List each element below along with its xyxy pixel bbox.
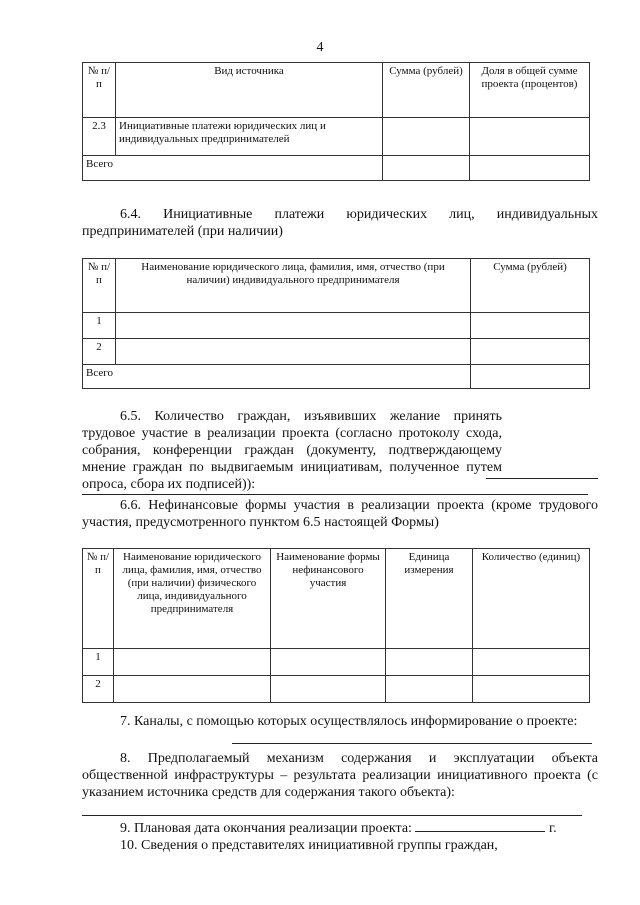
section-10: 10. Сведения о представителях инициативной группы граждан, — [120, 838, 498, 853]
total-label: Всего — [83, 156, 383, 181]
row-number: 1 — [83, 313, 116, 339]
col-header-payer-name: Наименование юридического лица, фамилия, имя, отчество (при наличии) индивидуального предпринимателя — [116, 259, 471, 313]
row-number: 2 — [83, 676, 114, 703]
col-header-number: № п/п — [83, 549, 114, 649]
total-share-cell[interactable] — [470, 156, 590, 181]
col-header-source-type: Вид источника — [116, 63, 383, 118]
section-6-5-fill-line[interactable] — [486, 478, 598, 479]
sources-table — [82, 62, 590, 181]
col-header-sum: Сумма (рублей) — [471, 259, 590, 313]
quantity-cell[interactable] — [473, 649, 590, 676]
col-header-number: № п/п — [83, 259, 116, 313]
payer-sum-cell[interactable] — [471, 339, 590, 365]
section-6-6: 6.6. Нефинансовые формы участия в реализации проекта (кроме трудового участия, предусмотренного пунктом 6.5 настоящей Формы) — [82, 498, 598, 530]
participant-cell[interactable] — [114, 676, 271, 703]
end-date-field[interactable] — [415, 819, 545, 832]
section-6-5-fill-line-2[interactable] — [82, 494, 588, 495]
col-header-participation-form: Наименование формы нефинансового участия — [271, 549, 386, 649]
payer-sum-cell[interactable] — [471, 313, 590, 339]
col-header-participant-name: Наименование юридического лица, фамилия, имя, отчество (при наличии) физического лица, индивидуального предпринимателя — [114, 549, 271, 649]
payers-table — [82, 258, 590, 389]
section-6-4: 6.4. Инициативные платежи юридических лиц, индивидуальных предпринимателей (при наличии) — [82, 207, 598, 239]
unit-cell[interactable] — [386, 649, 473, 676]
section-7: 7. Каналы, с помощью которых осуществлялось информирование о проекте: — [120, 714, 578, 729]
total-sum-cell[interactable] — [383, 156, 470, 181]
total-sum-cell[interactable] — [471, 365, 590, 389]
section-7-fill-line[interactable] — [232, 743, 592, 744]
section-9-year-suffix: г. — [548, 821, 557, 836]
section-8: 8. Предполагаемый механизм содержания и эксплуатации объекта общественной инфраструктуры – результата реализации инициативного проекта (с указанием источника средств для содержания такого объекта): — [82, 751, 598, 800]
col-header-unit: Единица измерения — [386, 549, 473, 649]
row-sum-cell[interactable] — [383, 118, 470, 156]
participant-cell[interactable] — [114, 649, 271, 676]
col-header-number: № п/п — [83, 63, 116, 118]
payer-name-cell[interactable] — [116, 339, 471, 365]
row-number: 2.3 — [83, 118, 116, 156]
unit-cell[interactable] — [386, 676, 473, 703]
col-header-share: Доля в общей сумме проекта (процентов) — [470, 63, 590, 118]
form-cell[interactable] — [271, 649, 386, 676]
section-9-label: 9. Плановая дата окончания реализации проекта: — [120, 821, 412, 836]
row-share-cell[interactable] — [470, 118, 590, 156]
section-8-fill-line[interactable] — [82, 815, 582, 816]
row-source-type: Инициативные платежи юридических лиц и индивидуальных предпринимателей — [116, 118, 383, 156]
row-number: 1 — [83, 649, 114, 676]
nonfinancial-table — [82, 548, 590, 703]
section-6-5: 6.5. Количество граждан, изъявивших желание принять трудовое участие в реализации проекта (согласно протоколу схода, собрания, конференции граждан (документу, подтверждающему мнение граждан по выдвигаемым инициативам, полученное путем опроса, сбора их подписей)): — [82, 409, 502, 492]
total-label: Всего — [83, 365, 471, 389]
quantity-cell[interactable] — [473, 676, 590, 703]
section-9 — [82, 819, 598, 837]
col-header-quantity: Количество (единиц) — [473, 549, 590, 649]
col-header-sum: Сумма (рублей) — [383, 63, 470, 118]
payer-name-cell[interactable] — [116, 313, 471, 339]
page-number: 4 — [316, 40, 324, 55]
row-number: 2 — [83, 339, 116, 365]
form-cell[interactable] — [271, 676, 386, 703]
